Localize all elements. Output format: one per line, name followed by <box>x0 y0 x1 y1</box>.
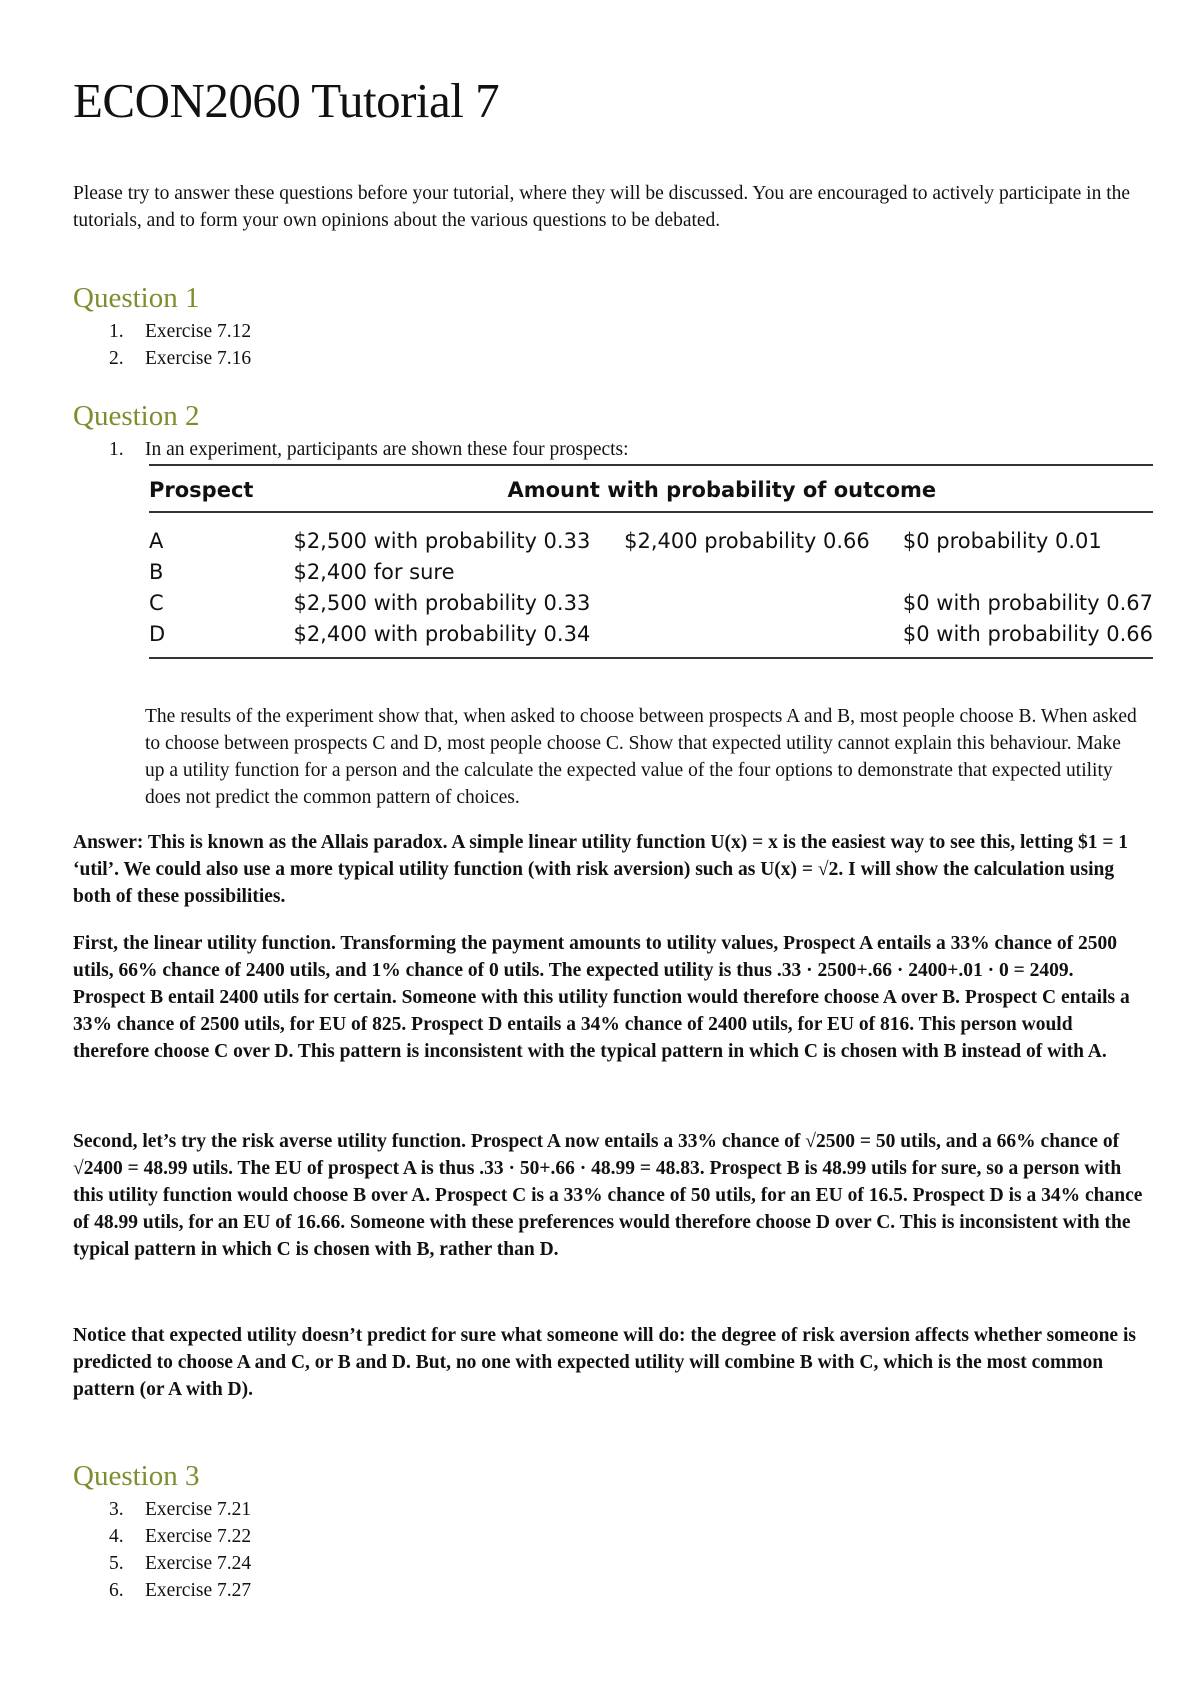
list-item <box>109 1577 251 1604</box>
table-row <box>149 512 1153 556</box>
answer-paragraph-3: Second, let’s try the risk averse utility function. Prospect A now entails a 33% chance of √2500 = 50 utils, and a 66% chance of √2400 = 48.99 utils. The EU of prospect A is thus .33 · 50+.66 · 48.99 = 48.83. Prospect B is 48.99 utils for sure, so a person with this utility function would choose B over A. Prospect C is a 33% chance of 50 utils, for an EU of 16.5. Prospect D is a 34% chance of 48.99 utils, for an EU of 16.66. Someone with these preferences would therefore choose D over C. This is inconsistent with the typical pattern in which C is chosen with B, rather than D. <box>73 1131 1143 1260</box>
cell-outcome-1: $2,500 with probability 0.33 <box>293 528 591 553</box>
document-title: ECON2060 Tutorial 7 <box>73 73 500 128</box>
cell-prospect: B <box>149 559 164 584</box>
list-text: In an experiment, participants are shown these four prospects: <box>145 439 629 460</box>
table-header-row <box>149 465 1153 512</box>
list-number: 5. <box>109 1553 124 1574</box>
cell-prospect: C <box>149 590 164 615</box>
list-item <box>109 345 251 372</box>
cell-outcome-3: $0 with probability 0.66 <box>902 621 1153 646</box>
header-prospect: Prospect <box>149 478 254 502</box>
list-item <box>109 1496 251 1523</box>
list-number: 6. <box>109 1580 124 1601</box>
list-item <box>109 1550 251 1577</box>
list-text: Exercise 7.27 <box>145 1580 252 1601</box>
list-text: Exercise 7.16 <box>145 348 252 369</box>
table-row <box>149 618 1153 658</box>
cell-outcome-3 <box>903 556 1153 587</box>
question-2-list <box>109 436 629 463</box>
answer-paragraph-2: First, the linear utility function. Transforming the payment amounts to utility values, Prospect A entails a 33% chance of 2500 utils, 66% chance of 2400 utils, and 1% chance of 0 utils. The expected utility is thus .33 · 2500+.66 · 2400+.01 · 0 = 2409. Prospect B entail 2400 utils for certain. Someone with this utility function would therefore choose A over B. Prospect C entails a 33% chance of 2500 utils, for EU of 825. Prospect D entails a 34% chance of 2400 utils, for EU of 816. This person would therefore choose C over D. This pattern is inconsistent with the typical pattern in which C is chosen with B instead of with A. <box>73 933 1130 1062</box>
list-item <box>109 318 251 345</box>
cell-outcome-3: $0 with probability 0.67 <box>902 590 1153 615</box>
list-text: Exercise 7.22 <box>145 1526 252 1547</box>
cell-outcome-1: $2,400 with probability 0.34 <box>293 621 591 646</box>
cell-outcome-2: $2,400 probability 0.66 <box>624 528 870 553</box>
answer-paragraph-4: Notice that expected utility doesn’t predict for sure what someone will do: the degree of risk aversion affects whether someone is predicted to choose A and C, or B and D. But, no one with expected utility will combine B with C, which is the most common pattern (or A with D). <box>73 1325 1136 1400</box>
list-number: 4. <box>109 1526 124 1547</box>
cell-outcome-2 <box>624 587 903 618</box>
answer-paragraph-1: Answer: This is known as the Allais paradox. A simple linear utility function U(x) = x is the easiest way to see this, letting $1 = 1 ‘util’. We could also use a more typical utility function (with risk aversion) such as U(x) = √2. I will show the calculation using both of these possibilities. <box>73 832 1129 907</box>
cell-outcome-2 <box>624 556 903 587</box>
cell-prospect: A <box>149 528 164 553</box>
question-1-list <box>109 318 251 372</box>
question-3-heading: Question 3 <box>73 1460 200 1492</box>
question-1-heading: Question 1 <box>73 282 200 314</box>
list-text: Exercise 7.21 <box>145 1499 252 1520</box>
list-number: 1. <box>109 321 124 342</box>
prospect-table <box>149 464 1153 659</box>
list-item <box>109 436 629 463</box>
list-number: 1. <box>109 439 124 460</box>
question-3-list <box>109 1496 251 1604</box>
table-row <box>149 556 1153 587</box>
intro-paragraph: Please try to answer these questions before your tutorial, where they will be discussed. You are encouraged to actively participate in the tutorials, and to form your own opinions about the various questions to be debated. <box>73 183 1131 231</box>
cell-prospect: D <box>149 621 166 646</box>
header-amount: Amount with probability of outcome <box>507 478 937 502</box>
list-number: 3. <box>109 1499 124 1520</box>
cell-outcome-1: $2,400 for sure <box>293 559 455 584</box>
question-2-heading: Question 2 <box>73 400 200 432</box>
list-text: Exercise 7.24 <box>145 1553 252 1574</box>
cell-outcome-3: $0 probability 0.01 <box>902 528 1102 553</box>
cell-outcome-2 <box>624 618 903 658</box>
list-item <box>109 1523 251 1550</box>
list-number: 2. <box>109 348 124 369</box>
cell-outcome-1: $2,500 with probability 0.33 <box>293 590 591 615</box>
question-2-text: The results of the experiment show that, when asked to choose between prospects A and B, most people choose B. When asked to choose between prospects C and D, most people choose C. Show that expected utility cannot explain this behaviour. Make up a utility function for a person and the calculate the expected value of the four options to demonstrate that expected utility does not predict the common pattern of choices. <box>145 706 1137 808</box>
table-row <box>149 587 1153 618</box>
list-text: Exercise 7.12 <box>145 321 252 342</box>
